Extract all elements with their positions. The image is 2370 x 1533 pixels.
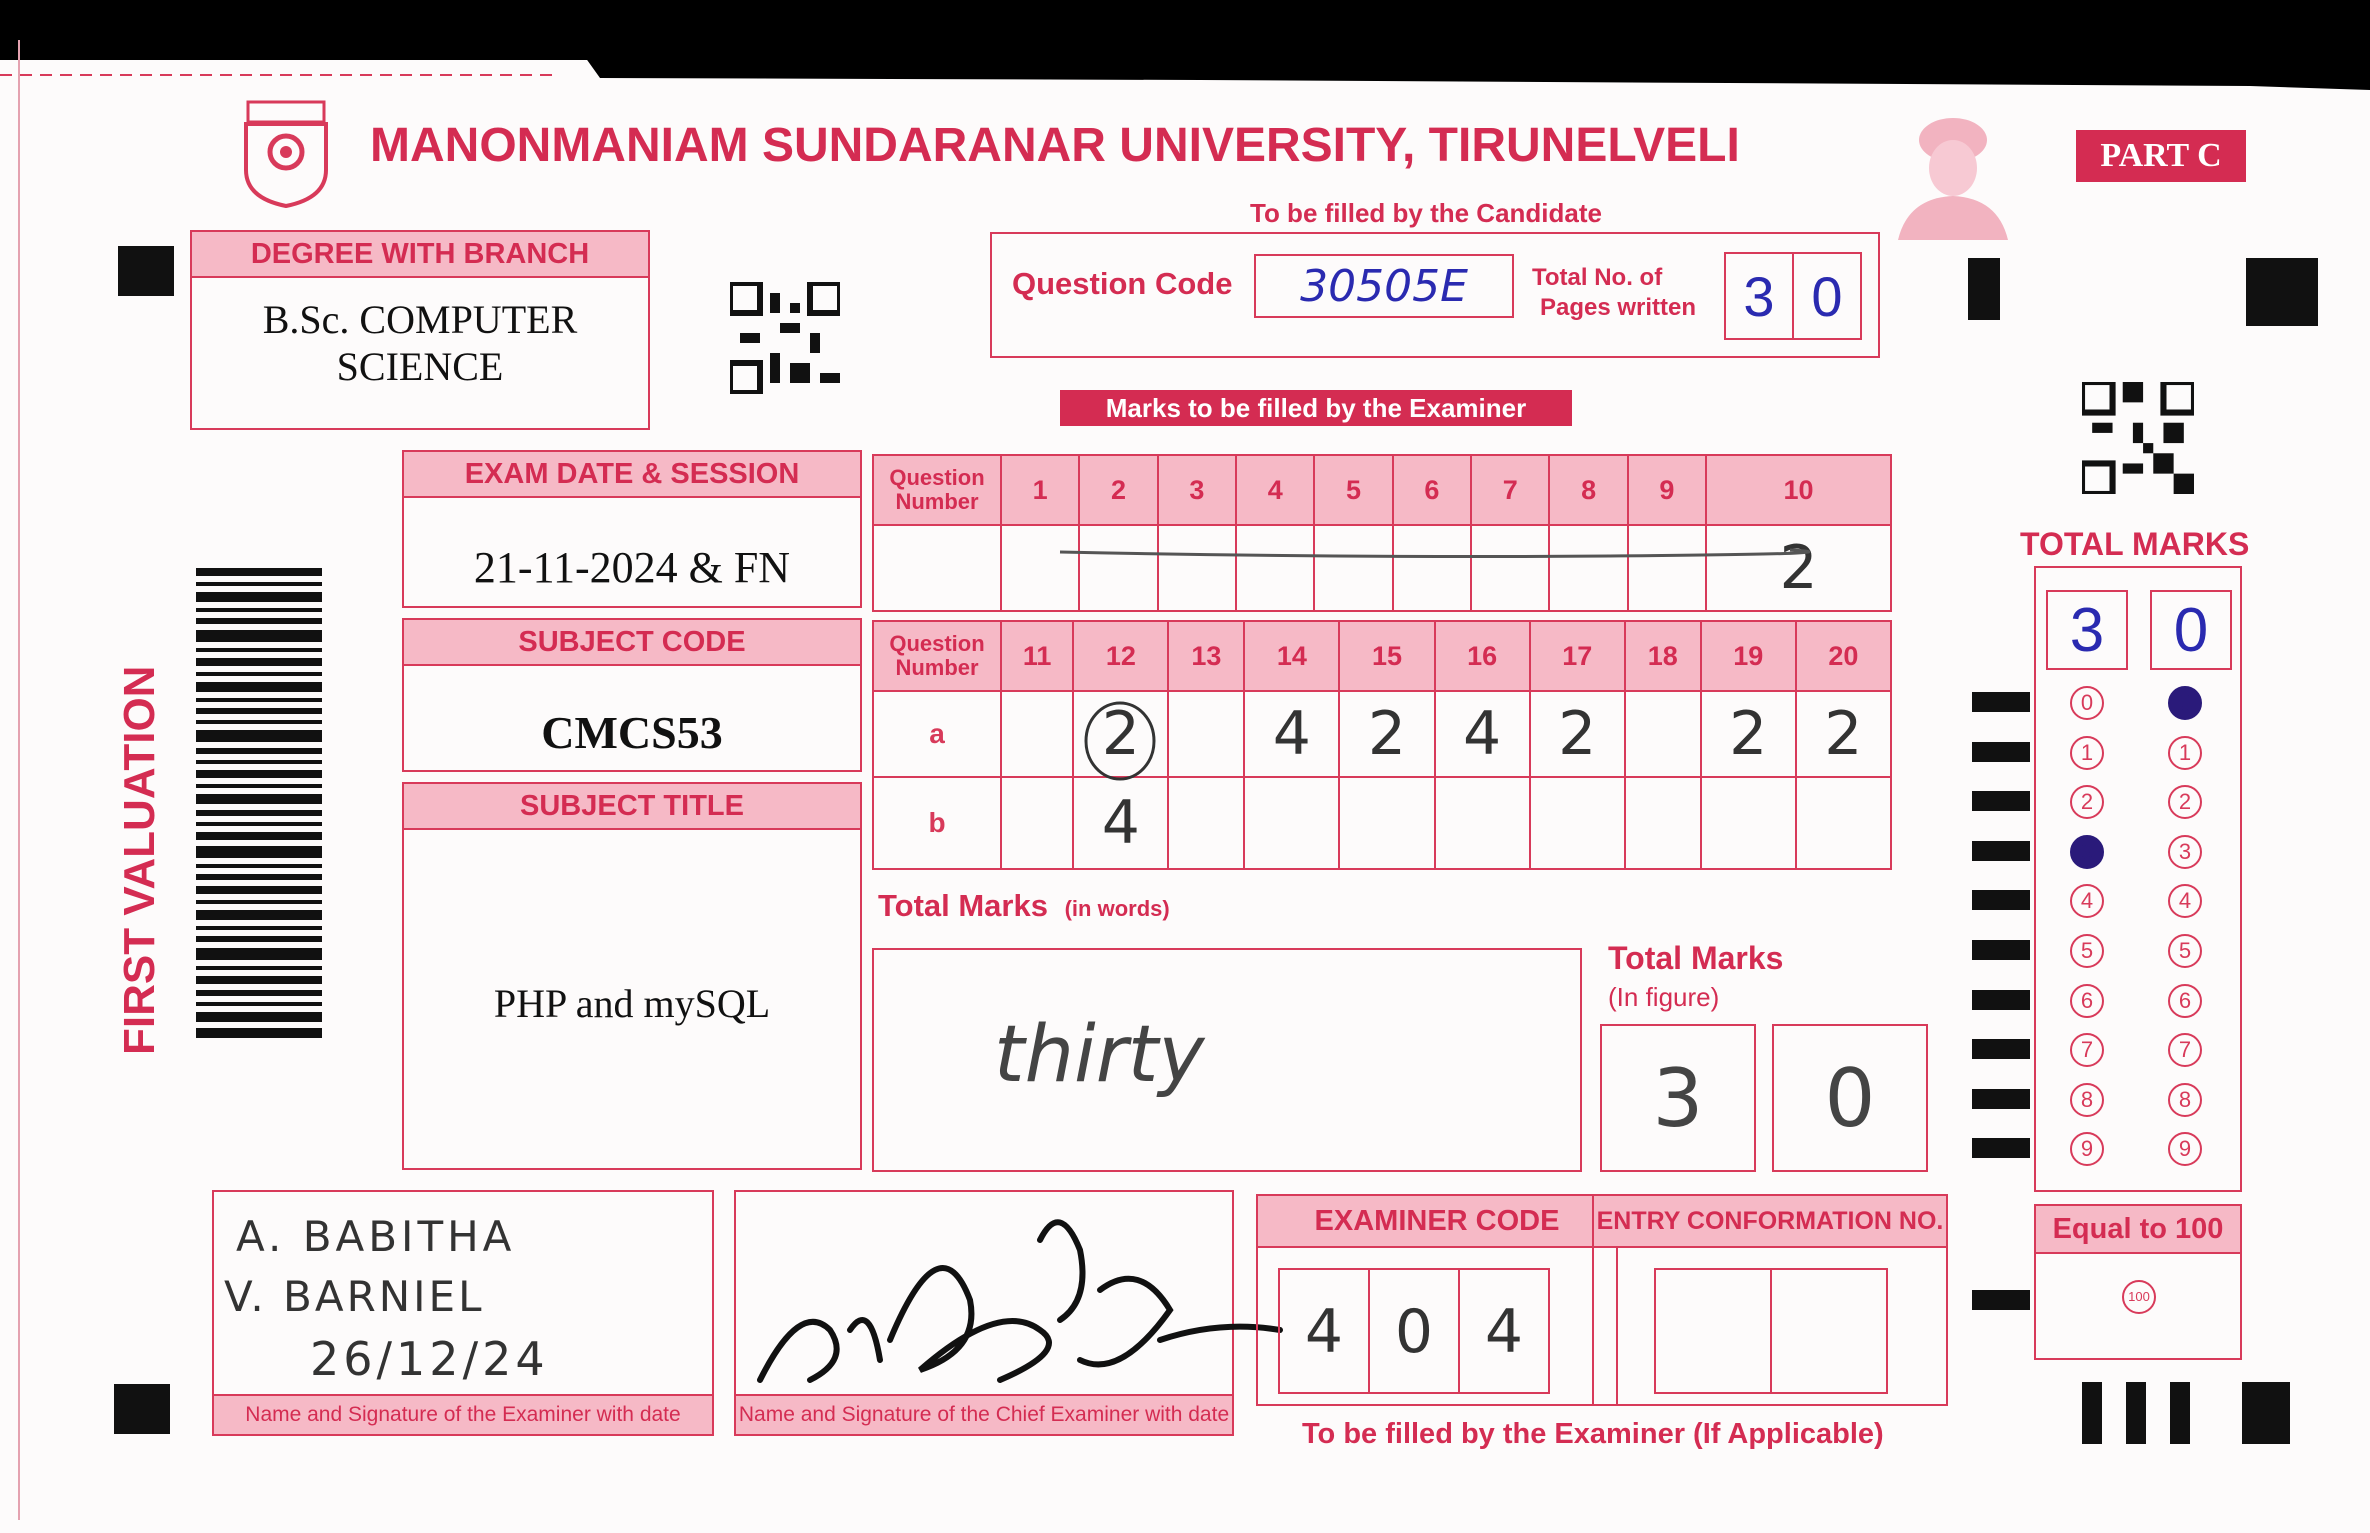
exam-date-box [402, 450, 862, 608]
timing-mark [1972, 940, 2030, 960]
degree-line1: B.Sc. COMPUTER [262, 297, 578, 342]
col-header: 7 [1471, 455, 1549, 525]
question-number-header: Question Number [873, 455, 1001, 525]
omr-bubble-1-9[interactable]: 9 [2070, 1132, 2104, 1166]
corner-marker [2242, 1382, 2290, 1444]
omr-bubble-1-5[interactable]: 5 [2070, 934, 2104, 968]
mark-cell-b[interactable] [1339, 777, 1434, 869]
examiner-signature-box [212, 1190, 714, 1436]
mark-cell-b[interactable] [1244, 777, 1339, 869]
corner-marker [2082, 1382, 2102, 1444]
examiner-note: Marks to be filled by the Examiner [1060, 390, 1572, 426]
bottom-note: To be filled by the Examiner (If Applicable) [1302, 1418, 1884, 1450]
university-title: MANONMANIAM SUNDARANAR UNIVERSITY, TIRUNELVELI [370, 119, 1740, 172]
total-figure-sub: (In figure) [1608, 982, 1720, 1012]
mark-cell-a[interactable]: 2 [1530, 691, 1625, 777]
examiner-name-1: A. BABITHA [236, 1212, 516, 1261]
mark-cell-b[interactable] [1435, 777, 1530, 869]
mark-cell-a[interactable] [1168, 691, 1244, 777]
examiner-caption: Name and Signature of the Examiner with date [214, 1394, 712, 1434]
mark-cell-a[interactable]: 2 [1339, 691, 1434, 777]
subject-code-value: CMCS53 [541, 707, 723, 758]
chief-caption: Name and Signature of the Chief Examiner with date [736, 1394, 1232, 1434]
degree-label: DEGREE WITH BRANCH [192, 232, 648, 278]
exam-date-label: EXAM DATE & SESSION [404, 452, 860, 498]
first-valuation-label: FIRST VALUATION [115, 665, 164, 1055]
side-digit-2: 0 [2150, 590, 2232, 670]
subject-title-value: PHP and mySQL [493, 981, 771, 1026]
corner-marker [2170, 1382, 2190, 1444]
corner-marker [114, 1384, 170, 1434]
mark-cell-a[interactable]: 2 [1796, 691, 1891, 777]
portrait-image [1888, 110, 2018, 240]
timing-mark [1972, 1290, 2030, 1310]
degree-box [190, 230, 650, 430]
question-code-value: 30505E [1254, 254, 1514, 318]
total-words-label [878, 888, 1170, 924]
col-header: 10 [1706, 455, 1891, 525]
col-header: 5 [1314, 455, 1392, 525]
omr-bubble-2-0[interactable]: 0 [2168, 686, 2202, 720]
col-header: 17 [1530, 621, 1625, 691]
col-header: 19 [1701, 621, 1796, 691]
examiner-code-label: EXAMINER CODE [1258, 1196, 1616, 1248]
marks-grid-2 [872, 620, 1892, 870]
omr-bubble-2-5[interactable]: 5 [2168, 934, 2202, 968]
corner-marker [118, 246, 174, 296]
omr-bubble-1-2[interactable]: 2 [2070, 785, 2104, 819]
mark-cell-a[interactable]: 2 [1701, 691, 1796, 777]
omr-bubble-2-3[interactable]: 3 [2168, 835, 2202, 869]
part-badge: PART C [2076, 130, 2246, 182]
mark-cell-b[interactable] [1168, 777, 1244, 869]
bubble-100[interactable]: 100 [2122, 1280, 2156, 1314]
side-digit-1: 3 [2046, 590, 2128, 670]
university-logo [238, 100, 334, 210]
chief-signature-scribble [740, 1180, 1300, 1420]
question-code-box [990, 232, 1880, 358]
timing-mark [1972, 841, 2030, 861]
col-header: 12 [1073, 621, 1168, 691]
row-b-label: b [873, 777, 1001, 869]
left-margin-line [18, 40, 20, 1520]
torn-edge [0, 0, 2370, 90]
entry-conf-cell[interactable] [1654, 1268, 1772, 1394]
mark-cell-a[interactable]: 4 [1435, 691, 1530, 777]
omr-bubble-2-1[interactable]: 1 [2168, 736, 2202, 770]
col-header: 3 [1158, 455, 1236, 525]
col-header: 2 [1079, 455, 1157, 525]
examiner-code-digit: 4 [1278, 1268, 1370, 1394]
omr-bubble-2-4[interactable]: 4 [2168, 884, 2202, 918]
omr-bubble-1-4[interactable]: 4 [2070, 884, 2104, 918]
col-header: 1 [1001, 455, 1079, 525]
candidate-note: To be filled by the Candidate [1250, 198, 1602, 228]
total-words-box [872, 948, 1582, 1172]
exam-date-value: 21-11-2024 & FN [473, 543, 791, 592]
omr-bubble-2-2[interactable]: 2 [2168, 785, 2202, 819]
examiner-code-digit: 4 [1458, 1268, 1550, 1394]
col-header: 6 [1393, 455, 1471, 525]
timing-mark [1972, 742, 2030, 762]
omr-bubble-1-3[interactable]: 3 [2070, 835, 2104, 869]
omr-bubble-2-8[interactable]: 8 [2168, 1083, 2202, 1117]
pages-label-1: Total No. of [1532, 264, 1663, 291]
mark-cell-10[interactable]: 2 [1706, 525, 1891, 611]
timing-mark [1972, 1039, 2030, 1059]
entry-conf-box [1592, 1194, 1948, 1406]
timing-mark [1972, 692, 2030, 712]
mark-cell-b[interactable] [1625, 777, 1701, 869]
mark-cell-b[interactable]: 4 [1073, 777, 1168, 869]
total-words-value: thirty [994, 1010, 1205, 1100]
omr-bubble-1-8[interactable]: 8 [2070, 1083, 2104, 1117]
subject-code-label: SUBJECT CODE [404, 620, 860, 666]
omr-bubble-1-7[interactable]: 7 [2070, 1033, 2104, 1067]
total-words-sub: (in words) [1064, 896, 1170, 921]
equal100-label: Equal to 100 [2036, 1206, 2240, 1254]
marks-grid-1 [872, 454, 1892, 612]
timing-mark [1972, 990, 2030, 1010]
examiner-date: 26/12/24 [310, 1332, 549, 1386]
examiner-code-digit: 0 [1368, 1268, 1460, 1394]
mark-cell-a[interactable]: 2 [1073, 691, 1168, 777]
col-header: 14 [1244, 621, 1339, 691]
entry-conf-cell[interactable] [1770, 1268, 1888, 1394]
examiner-code-box [1256, 1194, 1618, 1406]
pages-label-2: Pages written [1540, 294, 1697, 321]
col-header: 20 [1796, 621, 1891, 691]
question-number-header: Question Number [873, 621, 1001, 691]
omr-bubble-2-6[interactable]: 6 [2168, 984, 2202, 1018]
subject-code-box [402, 618, 862, 772]
row-a-label: a [873, 691, 1001, 777]
timing-mark [1972, 890, 2030, 910]
mark-cell-a[interactable] [1001, 691, 1073, 777]
col-header: 13 [1168, 621, 1244, 691]
col-header: 16 [1435, 621, 1530, 691]
omr-bubble-1-1[interactable]: 1 [2070, 736, 2104, 770]
qr-code [2082, 382, 2194, 494]
timing-mark [1972, 1089, 2030, 1109]
degree-line2: SCIENCE [336, 344, 504, 389]
total-marks-side-label: TOTAL MARKS [2020, 526, 2250, 562]
corner-marker [2126, 1382, 2146, 1444]
col-header: 18 [1625, 621, 1701, 691]
question-code-label: Question Code [1012, 266, 1233, 301]
subject-title-label: SUBJECT TITLE [404, 784, 860, 830]
mark-cell[interactable] [873, 525, 1001, 611]
corner-marker [1968, 258, 2000, 320]
mark-circle [1080, 696, 1160, 786]
mark-cell-b[interactable] [1701, 777, 1796, 869]
col-header: 8 [1549, 455, 1627, 525]
col-header: 4 [1236, 455, 1314, 525]
equal100-box [2034, 1204, 2242, 1360]
mark-cell-b[interactable] [1530, 777, 1625, 869]
pages-digit-1: 3 [1724, 252, 1794, 340]
col-header: 9 [1628, 455, 1706, 525]
total-words-title: Total Marks [878, 888, 1048, 923]
qr-code [730, 282, 840, 394]
mark-cell-b[interactable] [1001, 777, 1073, 869]
corner-marker [2246, 258, 2318, 326]
col-header: 11 [1001, 621, 1073, 691]
subject-title-box [402, 782, 862, 1170]
mark-cell-a[interactable] [1625, 691, 1701, 777]
mark-cell-b[interactable] [1796, 777, 1891, 869]
total-figure-digit-2: 0 [1772, 1024, 1928, 1172]
pages-digit-2: 0 [1792, 252, 1862, 340]
omr-bubble-1-0[interactable]: 0 [2070, 686, 2104, 720]
timing-mark [1972, 1138, 2030, 1158]
col-header: 15 [1339, 621, 1434, 691]
omr-bubble-2-7[interactable]: 7 [2168, 1033, 2202, 1067]
examiner-name-2: V. BARNIEL [224, 1272, 485, 1321]
total-figure-digit-1: 3 [1600, 1024, 1756, 1172]
barcode [196, 568, 322, 1040]
strike-line [1050, 540, 1810, 570]
total-figure-label: Total Marks [1608, 940, 1784, 976]
omr-bubble-1-6[interactable]: 6 [2070, 984, 2104, 1018]
omr-bubble-2-9[interactable]: 9 [2168, 1132, 2202, 1166]
entry-conf-label: ENTRY CONFORMATION NO. [1594, 1196, 1946, 1248]
mark-cell-a[interactable]: 4 [1244, 691, 1339, 777]
timing-mark [1972, 791, 2030, 811]
